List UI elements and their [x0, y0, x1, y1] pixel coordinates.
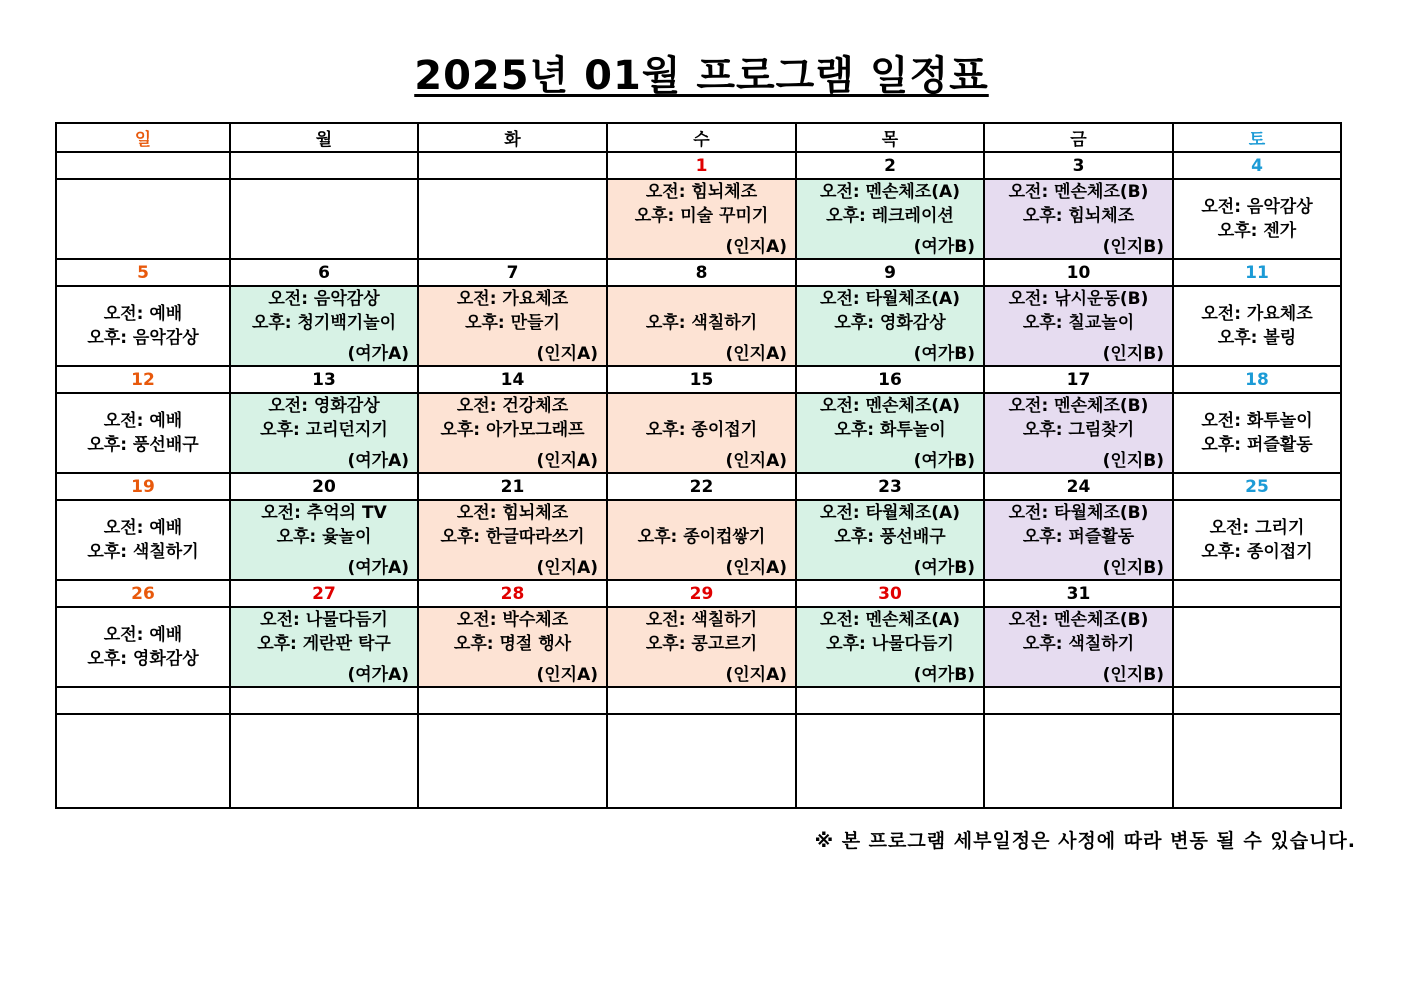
activity-lines [419, 608, 606, 656]
activity-row [56, 286, 1341, 366]
activity-row [56, 393, 1341, 473]
activity-line: 오전: 낚시운동(B) [1008, 289, 1149, 309]
activity-cell [418, 179, 607, 259]
activity-line: 오후: 고리던지기 [260, 420, 388, 440]
activity-line: 오후: 힘뇌체조 [1022, 206, 1135, 226]
activity-row [56, 500, 1341, 580]
activity-line: 오후: 종이접기 [645, 420, 758, 440]
date-number: 22 [607, 473, 796, 500]
activity-line: 오전: 가요체조 [1201, 304, 1313, 324]
activity-line: 오전: 멘손체조(A) [820, 610, 960, 630]
activity-cell [418, 393, 607, 473]
activity-lines [797, 287, 983, 335]
date-number [56, 152, 230, 179]
page-title-text: 2025년 01월 프로그램 일정표 [414, 53, 989, 99]
date-number: 24 [984, 473, 1173, 500]
empty-cell [796, 714, 984, 808]
activity-line: 오후: 화투놀이 [834, 420, 946, 440]
activity-cell [56, 607, 230, 687]
activity-lines [608, 394, 795, 442]
activity-line: 오전: 박수체조 [456, 610, 569, 630]
activity-line [608, 287, 795, 311]
activity-lines [57, 516, 229, 564]
activity-lines [1174, 195, 1340, 243]
date-number: 21 [418, 473, 607, 500]
activity-cell [230, 607, 418, 687]
program-group-tag: (여가A) [347, 344, 409, 364]
activity-cell [607, 607, 796, 687]
date-number: 6 [230, 259, 418, 286]
activity-lines [419, 394, 606, 442]
activity-cell [56, 179, 230, 259]
date-number [1173, 580, 1341, 607]
activity-line: 오전: 색칠하기 [645, 610, 758, 630]
date-number: 13 [230, 366, 418, 393]
date-number: 5 [56, 259, 230, 286]
program-group-tag: (여가B) [913, 237, 975, 257]
activity-cell [1173, 286, 1341, 366]
program-group-tag: (인지B) [1102, 665, 1164, 685]
date-row [56, 473, 1341, 500]
activity-lines [231, 501, 417, 549]
calendar-table [55, 122, 1342, 809]
activity-line: 오전: 음악감상 [268, 289, 380, 309]
program-group-tag: (여가B) [913, 558, 975, 578]
activity-lines [231, 287, 417, 335]
date-row [56, 580, 1341, 607]
date-number: 19 [56, 473, 230, 500]
activity-row [56, 179, 1341, 259]
activity-cell [418, 500, 607, 580]
date-number: 11 [1173, 259, 1341, 286]
empty-cell [607, 714, 796, 808]
date-number: 30 [796, 580, 984, 607]
activity-cell [607, 286, 796, 366]
weekday-wednesday: 수 [607, 123, 796, 152]
schedule-change-note: ※ 본 프로그램 세부일정은 사정에 따라 변동 될 수 있습니다. [814, 830, 1356, 852]
activity-cell [607, 500, 796, 580]
activity-line: 오후: 풍선배구 [834, 527, 946, 547]
activity-line: 오전: 그리기 [1209, 518, 1305, 538]
activity-line: 오후: 퍼즐활동 [1022, 527, 1135, 547]
activity-cell [607, 179, 796, 259]
weekday-sunday: 일 [56, 123, 230, 152]
date-number: 31 [984, 580, 1173, 607]
date-number: 4 [1173, 152, 1341, 179]
activity-line: 오후: 윷놀이 [276, 527, 372, 547]
program-group-tag: (인지A) [536, 451, 598, 471]
activity-line: 오후: 볼링 [1217, 328, 1297, 348]
date-number: 3 [984, 152, 1173, 179]
activity-line: 오후: 종이컵쌓기 [637, 527, 766, 547]
empty-cell [230, 714, 418, 808]
activity-line: 오전: 멘손체조(B) [1008, 396, 1149, 416]
date-number: 23 [796, 473, 984, 500]
activity-lines [1174, 409, 1340, 457]
empty-cell [1173, 687, 1341, 714]
date-row [56, 259, 1341, 286]
date-number: 28 [418, 580, 607, 607]
activity-cell [418, 286, 607, 366]
program-group-tag: (인지A) [536, 558, 598, 578]
activity-line: 오전: 타월체조(A) [820, 503, 960, 523]
activity-cell [56, 286, 230, 366]
activity-lines [419, 287, 606, 335]
activity-cell [984, 607, 1173, 687]
weekday-saturday: 토 [1173, 123, 1341, 152]
activity-line: 오후: 칠교놀이 [1022, 313, 1135, 333]
activity-lines [985, 287, 1172, 335]
activity-line: 오후: 콩고르기 [645, 634, 758, 654]
empty-cell [56, 714, 230, 808]
activity-line: 오후: 종이접기 [1201, 542, 1313, 562]
activity-line: 오후: 젠가 [1217, 221, 1297, 241]
date-number: 12 [56, 366, 230, 393]
weekday-tuesday: 화 [418, 123, 607, 152]
program-group-tag: (인지A) [725, 665, 787, 685]
date-number: 25 [1173, 473, 1341, 500]
page-title [0, 44, 1403, 101]
program-group-tag: (인지A) [725, 451, 787, 471]
date-number: 1 [607, 152, 796, 179]
program-group-tag: (인지B) [1102, 237, 1164, 257]
activity-line: 오후: 아가모그래프 [440, 420, 585, 440]
activity-lines [608, 608, 795, 656]
date-number: 29 [607, 580, 796, 607]
activity-line: 오후: 색칠하기 [87, 542, 199, 562]
activity-lines [797, 180, 983, 228]
date-number: 16 [796, 366, 984, 393]
activity-line: 오후: 풍선배구 [87, 435, 199, 455]
activity-lines [608, 501, 795, 549]
empty-cell [1173, 714, 1341, 808]
activity-row [56, 607, 1341, 687]
program-group-tag: (여가B) [913, 344, 975, 364]
program-group-tag: (여가A) [347, 451, 409, 471]
activity-line: 오후: 음악감상 [87, 328, 199, 348]
empty-cell [796, 687, 984, 714]
activity-lines [797, 394, 983, 442]
program-group-tag: (여가B) [913, 451, 975, 471]
activity-lines [57, 409, 229, 457]
empty-date-row [56, 687, 1341, 714]
activity-line: 오후: 게란판 탁구 [257, 634, 391, 654]
activity-line: 오후: 만들기 [465, 313, 560, 333]
activity-lines [419, 501, 606, 549]
date-number [418, 152, 607, 179]
program-group-tag: (여가B) [913, 665, 975, 685]
activity-line: 오후: 색칠하기 [645, 313, 758, 333]
weekday-friday: 금 [984, 123, 1173, 152]
activity-cell [230, 393, 418, 473]
activity-cell [56, 500, 230, 580]
activity-line: 오전: 영화감상 [268, 396, 380, 416]
date-number [230, 152, 418, 179]
weekday-header-row [56, 123, 1341, 152]
empty-cell [56, 687, 230, 714]
activity-cell [796, 179, 984, 259]
program-group-tag: (인지A) [725, 344, 787, 364]
date-number: 7 [418, 259, 607, 286]
date-number: 17 [984, 366, 1173, 393]
program-group-tag: (인지A) [536, 665, 598, 685]
activity-lines [608, 287, 795, 335]
program-group-tag: (인지A) [536, 344, 598, 364]
activity-lines [608, 180, 795, 228]
weekday-thursday: 목 [796, 123, 984, 152]
empty-activity-row [56, 714, 1341, 808]
weekday-monday: 월 [230, 123, 418, 152]
program-group-tag: (여가A) [347, 665, 409, 685]
activity-line: 오후: 미술 꾸미기 [634, 206, 769, 226]
program-group-tag: (인지B) [1102, 451, 1164, 471]
calendar-body [56, 123, 1341, 808]
activity-line: 오전: 멘손체조(B) [1008, 182, 1149, 202]
activity-lines [985, 180, 1172, 228]
activity-lines [985, 394, 1172, 442]
activity-cell [984, 500, 1173, 580]
activity-line: 오전: 힘뇌체조 [456, 503, 569, 523]
date-number: 10 [984, 259, 1173, 286]
activity-line [608, 394, 795, 418]
date-number: 15 [607, 366, 796, 393]
activity-lines [797, 501, 983, 549]
activity-cell [984, 179, 1173, 259]
program-group-tag: (인지A) [725, 558, 787, 578]
activity-line: 오전: 멘손체조(A) [820, 396, 960, 416]
activity-cell [1173, 179, 1341, 259]
empty-cell [418, 714, 607, 808]
activity-line: 오전: 화투놀이 [1201, 411, 1313, 431]
program-group-tag: (인지A) [725, 237, 787, 257]
activity-cell [984, 286, 1173, 366]
activity-line: 오전: 추억의 TV [261, 503, 387, 523]
activity-cell [984, 393, 1173, 473]
activity-line: 오전: 타월체조(B) [1008, 503, 1149, 523]
activity-lines [57, 623, 229, 671]
activity-line: 오전: 타월체조(A) [820, 289, 960, 309]
activity-lines [985, 501, 1172, 549]
activity-line [608, 501, 795, 525]
activity-line: 오후: 청기백기놀이 [251, 313, 397, 333]
activity-lines [1174, 302, 1340, 350]
activity-lines [231, 608, 417, 656]
activity-line: 오전: 예배 [103, 411, 183, 431]
activity-line: 오전: 멘손체조(A) [820, 182, 960, 202]
activity-line: 오후: 한글따라쓰기 [440, 527, 585, 547]
activity-line: 오후: 명절 행사 [453, 634, 572, 654]
empty-cell [607, 687, 796, 714]
date-number: 27 [230, 580, 418, 607]
activity-lines [797, 608, 983, 656]
activity-cell [1173, 607, 1341, 687]
activity-cell [796, 607, 984, 687]
activity-cell [230, 286, 418, 366]
activity-cell [56, 393, 230, 473]
activity-lines [231, 394, 417, 442]
date-row [56, 366, 1341, 393]
date-number: 26 [56, 580, 230, 607]
activity-cell [1173, 500, 1341, 580]
empty-cell [418, 687, 607, 714]
activity-cell [607, 393, 796, 473]
activity-cell [230, 179, 418, 259]
date-number: 14 [418, 366, 607, 393]
activity-lines [985, 608, 1172, 656]
activity-cell [796, 286, 984, 366]
activity-line: 오후: 영화감상 [834, 313, 946, 333]
date-number: 9 [796, 259, 984, 286]
empty-cell [984, 687, 1173, 714]
activity-line: 오전: 예배 [103, 518, 183, 538]
date-number: 8 [607, 259, 796, 286]
program-group-tag: (인지B) [1102, 558, 1164, 578]
activity-cell [796, 500, 984, 580]
activity-line: 오전: 예배 [103, 304, 183, 324]
activity-line: 오후: 영화감상 [87, 649, 199, 669]
activity-line: 오전: 예배 [103, 625, 183, 645]
activity-cell [418, 607, 607, 687]
activity-cell [796, 393, 984, 473]
activity-line: 오전: 멘손체조(B) [1008, 610, 1149, 630]
activity-line: 오후: 색칠하기 [1022, 634, 1135, 654]
activity-line: 오전: 음악감상 [1201, 197, 1313, 217]
activity-line: 오후: 퍼즐활동 [1201, 435, 1313, 455]
activity-line: 오후: 나물다듬기 [826, 634, 954, 654]
program-group-tag: (여가A) [347, 558, 409, 578]
activity-line: 오전: 나물다듬기 [260, 610, 388, 630]
activity-line: 오전: 가요체조 [456, 289, 569, 309]
activity-lines [57, 302, 229, 350]
empty-cell [984, 714, 1173, 808]
date-number: 20 [230, 473, 418, 500]
activity-line: 오전: 건강체조 [456, 396, 569, 416]
empty-cell [230, 687, 418, 714]
date-number: 2 [796, 152, 984, 179]
date-row [56, 152, 1341, 179]
activity-line: 오전: 힘뇌체조 [645, 182, 758, 202]
activity-line: 오후: 레크레이션 [826, 206, 954, 226]
activity-lines [1174, 516, 1340, 564]
program-group-tag: (인지B) [1102, 344, 1164, 364]
date-number: 18 [1173, 366, 1341, 393]
activity-cell [1173, 393, 1341, 473]
activity-line: 오후: 그림찾기 [1022, 420, 1135, 440]
activity-cell [230, 500, 418, 580]
